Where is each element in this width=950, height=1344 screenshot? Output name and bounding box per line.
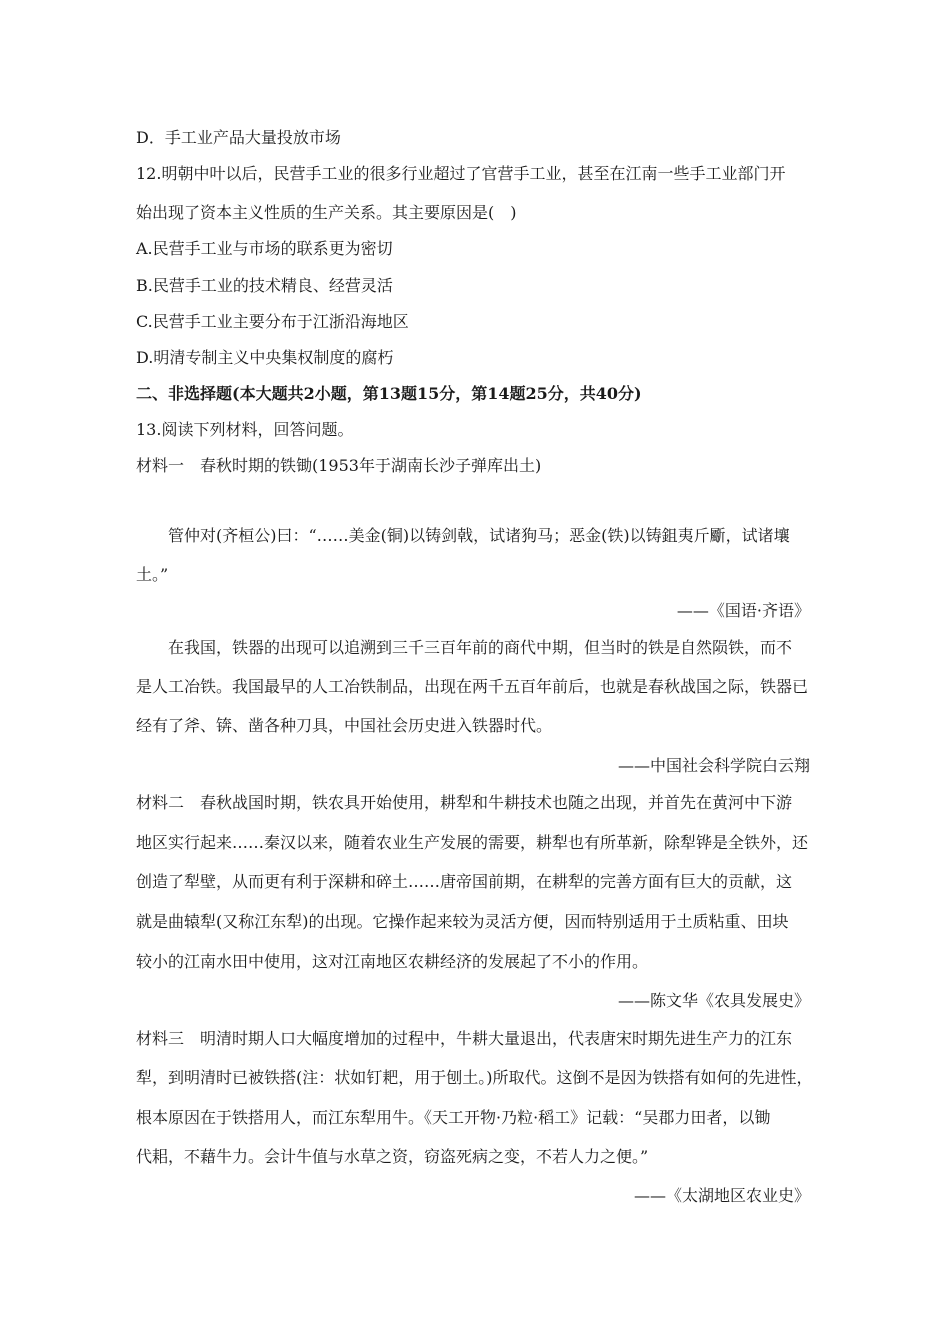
material2-line2: 地区实行起来……秦汉以来，随着农业生产发展的需要，耕犁也有所革新，除犁铧是全铁外，还 <box>136 833 809 852</box>
material1-quote-line1: 管仲对(齐桓公)曰：“……美金(铜)以铸剑戟，试诸狗马；恶金(铁)以铸鉏夷斤斸，试诸壤 <box>168 526 790 545</box>
section2-heading: 二、非选择题(本大题共2小题，第13题15分，第14题25分，共40分) <box>136 384 642 403</box>
material2-line1: 材料二 春秋战国时期，铁农具开始使用，耕犁和牛耕技术也随之出现，并首先在黄河中下游 <box>136 793 793 812</box>
material3-line3: 根本原因在于铁搭用人，而江东犁用牛。《天工开物·乃粒·稻工》记载：“吴郡力田者，以锄 <box>136 1108 771 1127</box>
material1-caption: 材料一 春秋时期的铁锄(1953年于湖南长沙子弹库出土) <box>136 456 542 475</box>
q12-option-b: B.民营手工业的技术精良、经营灵活 <box>136 276 393 295</box>
q11-option-d: D．手工业产品大量投放市场 <box>136 128 341 147</box>
q13-intro: 13.阅读下列材料，回答问题。 <box>136 420 354 439</box>
material1-para-line3: 经有了斧、锛、凿各种刀具，中国社会历史进入铁器时代。 <box>136 716 553 735</box>
material1-quote-source: ——《国语·齐语》 <box>676 601 810 620</box>
material2-line5: 较小的江南水田中使用，这对江南地区农耕经济的发展起了不小的作用。 <box>136 952 649 971</box>
material2-line3: 创造了犁壁，从而更有利于深耕和碎土……唐帝国前期，在耕犁的完善方面有巨大的贡献，这 <box>136 872 793 891</box>
material1-quote-line2: 土。” <box>136 565 169 584</box>
material3-line2: 犁，到明清时已被铁搭(注：状如钉耙，用于刨土。)所取代。这倒不是因为铁搭有如何的先进性， <box>136 1068 813 1087</box>
material2-line4: 就是曲辕犁(又称江东犁)的出现。它操作起来较为灵活方便，因而特别适用于土质粘重、田块 <box>136 912 789 931</box>
material1-para-line1: 在我国，铁器的出现可以追溯到三千三百年前的商代中期，但当时的铁是自然陨铁，而不 <box>168 638 793 657</box>
material2-source: ——陈文华《农具发展史》 <box>617 991 810 1010</box>
material3-source: ——《太湖地区农业史》 <box>633 1186 810 1205</box>
q12-option-d: D.明清专制主义中央集权制度的腐朽 <box>136 348 394 367</box>
q12-stem-line1: 12.明朝中叶以后，民营手工业的很多行业超过了官营手工业，甚至在江南一些手工业部门开 <box>136 164 786 183</box>
material1-para-line2: 是人工冶铁。我国最早的人工冶铁制品，出现在两千五百年前后，也就是春秋战国之际，铁器已 <box>136 677 809 696</box>
q12-option-c: C.民营手工业主要分布于江浙沿海地区 <box>136 312 409 331</box>
material3-line4: 代耜，不藉牛力。会计牛值与水草之资，窃盗死病之变，不若人力之便。” <box>136 1147 649 1166</box>
material3-line1: 材料三 明清时期人口大幅度增加的过程中，牛耕大量退出，代表唐宋时期先进生产力的江东 <box>136 1029 793 1048</box>
material1-para-source: ——中国社会科学院白云翔 <box>617 756 810 775</box>
q12-option-a: A.民营手工业与市场的联系更为密切 <box>136 239 393 258</box>
q12-stem-line2: 始出现了资本主义性质的生产关系。其主要原因是( ) <box>136 203 517 222</box>
